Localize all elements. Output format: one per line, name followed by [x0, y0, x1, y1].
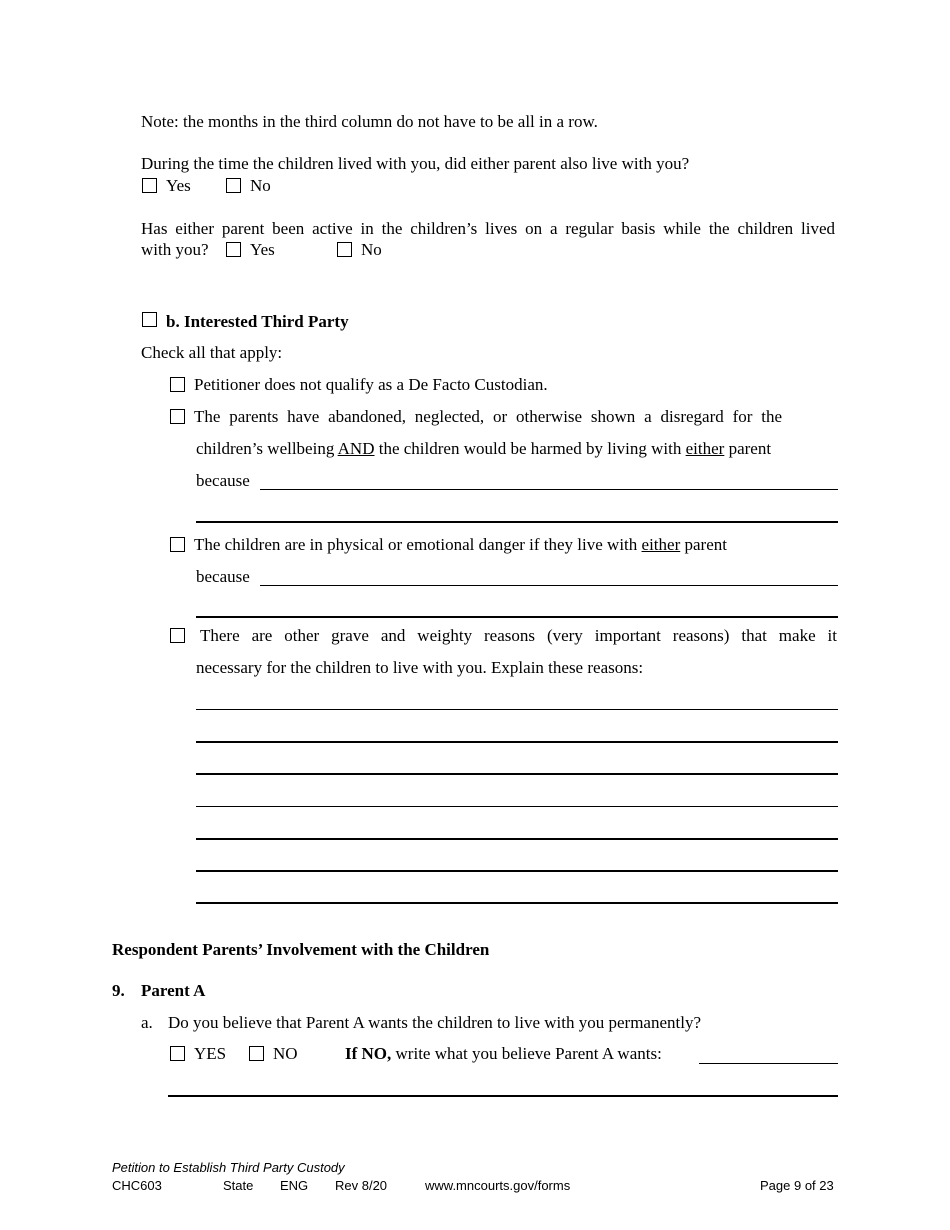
if-no-bold: If NO,: [345, 1044, 392, 1063]
either-emphasis: either: [685, 439, 725, 458]
abandoned-line2-c: parent: [728, 439, 772, 458]
not-de-facto-label: Petitioner does not qualify as a De Facto Custodian.: [194, 375, 548, 394]
sub-a-letter: a.: [141, 1013, 153, 1032]
check-all-instruction: Check all that apply:: [141, 343, 283, 362]
reasons-line-4[interactable]: [196, 806, 838, 807]
parent-active-yes-label: Yes: [250, 240, 275, 259]
grave-reasons-checkbox[interactable]: [170, 628, 185, 643]
danger-either-emphasis: either: [641, 535, 681, 554]
item-9-number: 9.: [112, 981, 125, 1000]
danger-line1-a: The children are in physical or emotional danger if they live with: [194, 535, 638, 554]
grave-reasons-line2: necessary for the children to live with you. Explain these reasons:: [196, 658, 644, 677]
parent-a-no-checkbox[interactable]: [249, 1046, 264, 1061]
abandoned-because-label: because: [196, 471, 250, 490]
parent-active-no-label: No: [361, 240, 382, 259]
abandoned-extra-line[interactable]: [196, 521, 838, 523]
interested-third-party-title: b. Interested Third Party: [166, 312, 349, 331]
abandoned-neglected-line1: The parents have abandoned, neglected, or otherwise shown a disregard for the: [194, 407, 782, 426]
parent-live-no-checkbox[interactable]: [226, 178, 241, 193]
reasons-line-3[interactable]: [196, 773, 838, 775]
parent-a-wants-field[interactable]: [699, 1063, 838, 1064]
reasons-line-6[interactable]: [196, 870, 838, 872]
footer-page-number: Page 9 of 23: [760, 1178, 834, 1193]
footer-lang: ENG: [280, 1178, 309, 1193]
not-de-facto-checkbox[interactable]: [170, 377, 185, 392]
and-emphasis: AND: [337, 439, 375, 458]
parent-a-yes-label: YES: [194, 1044, 227, 1063]
footer-rev: Rev 8/20: [335, 1178, 388, 1193]
parent-a-question: Do you believe that Parent A wants the children to live with you permanently?: [168, 1013, 702, 1032]
footer-form-title: Petition to Establish Third Party Custody: [112, 1160, 345, 1175]
reasons-line-2[interactable]: [196, 741, 838, 743]
danger-checkbox[interactable]: [170, 537, 185, 552]
parent-active-no-checkbox[interactable]: [337, 242, 352, 257]
parent-active-question-line2: with you?: [141, 240, 209, 259]
danger-line1-b: parent: [684, 535, 727, 554]
danger-extra-line[interactable]: [196, 616, 838, 618]
reasons-line-5[interactable]: [196, 838, 838, 840]
parent-live-yes-checkbox[interactable]: [142, 178, 157, 193]
parent-a-no-label: NO: [273, 1044, 298, 1063]
respondent-heading: Respondent Parents’ Involvement with the Children: [112, 940, 490, 959]
parent-active-yes-checkbox[interactable]: [226, 242, 241, 257]
footer-form-code: CHC603: [112, 1178, 162, 1193]
parent-live-question: During the time the children lived with you, did either parent also live with you?: [141, 154, 690, 173]
reasons-line-1[interactable]: [196, 709, 838, 710]
abandoned-neglected-line2: [196, 439, 828, 459]
abandoned-because-field[interactable]: [260, 489, 838, 490]
parent-live-no-label: No: [250, 176, 271, 195]
danger-because-label: because: [196, 567, 250, 586]
parent-active-question-line1: Has either parent been active in the children’s lives on a regular basis while the children lived: [141, 219, 835, 238]
abandoned-line2-a: children’s wellbeing: [196, 439, 335, 458]
abandoned-line2-b: the children would be harmed by living with: [378, 439, 682, 458]
parent-live-yes-label: Yes: [166, 176, 191, 195]
danger-because-field[interactable]: [260, 585, 838, 586]
footer-url[interactable]: www.mncourts.gov/forms: [425, 1178, 571, 1193]
parent-a-yes-checkbox[interactable]: [170, 1046, 185, 1061]
parent-a-wants-extra-line[interactable]: [168, 1095, 838, 1097]
danger-line1: [194, 535, 727, 555]
abandoned-neglected-checkbox[interactable]: [170, 409, 185, 424]
parent-a-title: Parent A: [141, 981, 206, 1000]
if-no-instruction: [345, 1044, 662, 1064]
reasons-line-7[interactable]: [196, 902, 838, 904]
if-no-rest: write what you believe Parent A wants:: [395, 1044, 662, 1063]
note-text: Note: the months in the third column do not have to be all in a row.: [141, 112, 598, 131]
interested-third-party-checkbox[interactable]: [142, 312, 157, 327]
grave-reasons-line1: There are other grave and weighty reasons (very important reasons) that make it: [200, 626, 837, 645]
footer-state: State: [223, 1178, 254, 1193]
